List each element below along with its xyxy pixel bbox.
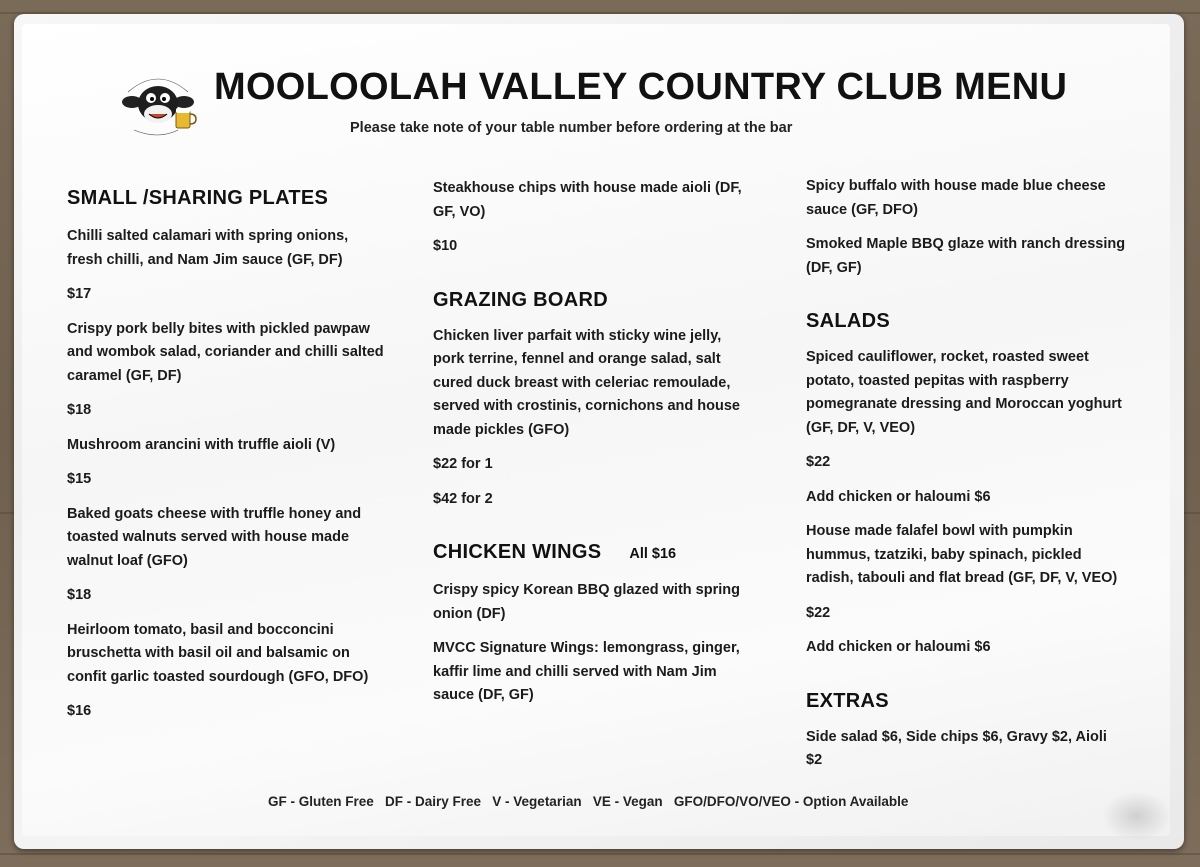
menu-item-calamari: Chilli salted calamari with spring onions, fresh chilli, and Nam Jim sauce (GF, DF) — [67, 228, 349, 268]
paper-smudge — [1102, 791, 1172, 841]
small-plates-column — [67, 185, 387, 724]
price-falafel-bowl: $22 — [806, 604, 831, 621]
menu-item-arancini: Mushroom arancini with truffle aioli (V) — [67, 436, 336, 453]
page-subtitle: Please take note of your table number before ordering at the bar — [350, 120, 793, 136]
chicken-wings-price: All $16 — [629, 546, 677, 562]
price-bruschetta: $16 — [67, 703, 92, 719]
price-pork-belly: $18 — [67, 402, 92, 418]
price-goats-cheese: $18 — [67, 587, 92, 603]
price-calamari: $17 — [67, 286, 92, 302]
section-heading-salads: SALADS — [806, 310, 891, 332]
menu-item-steakhouse-chips: Steakhouse chips with house made aioli (DF, GF, VO) — [433, 180, 742, 220]
section-heading-small-plates: SMALL /SHARING PLATES — [67, 187, 329, 209]
menu-item-grazing-board: Chicken liver parfait with sticky wine jelly, pork terrine, fennel and orange salad, salt cured duck breast with celeriac remoulade, served with crostinis, cornichons and house made pickles (GFO) — [433, 327, 740, 438]
section-heading-grazing-board: GRAZING BOARD — [433, 288, 609, 311]
chicken-wings-title: CHICKEN WINGS — [433, 541, 602, 563]
menu-item-korean-wings: Crispy spicy Korean BBQ glazed with spring onion (DF) — [433, 582, 740, 622]
price-cauliflower-salad: $22 — [806, 454, 831, 470]
section-heading-chicken-wings — [433, 539, 753, 567]
menu-item-falafel-bowl: House made falafel bowl with pumpkin hummus, tzatziki, baby spinach, pickled radish, tabouli and flat bread (GF, DF, V, VEO) — [806, 523, 1118, 586]
right-column — [806, 175, 1126, 773]
section-heading-extras: EXTRAS — [806, 689, 889, 712]
price-grazing-one: $22 for 1 — [433, 456, 493, 472]
middle-column — [433, 177, 753, 708]
menu-item-cauliflower-salad: Spiced cauliflower, rocket, roasted sweet potato, toasted pepitas with raspberry pomegranate dressing and Moroccan yoghurt (GF, DF, V, VEO) — [806, 349, 1122, 436]
menu-item-goats-cheese: Baked goats cheese with truffle honey and toasted walnuts served with house made walnut loaf (GFO) — [67, 505, 362, 569]
price-grazing-two: $42 for 2 — [433, 490, 493, 507]
menu-item-extras: Side salad $6, Side chips $6, Gravy $2, Aioli $2 — [806, 728, 1107, 768]
price-steakhouse-chips: $10 — [433, 238, 458, 254]
page-title: MOOLOOLAH VALLEY COUNTRY CLUB MENU — [214, 66, 1068, 108]
menu-item-pork-belly: Crispy pork belly bites with pickled pawpaw and wombok salad, coriander and chilli salted caramel (GF, DF) — [67, 320, 384, 384]
menu-item-signature-wings: MVCC Signature Wings: lemongrass, ginger, kaffir lime and chilli served with Nam Jim sauce (DF, GF) — [433, 640, 740, 703]
menu-item-buffalo-wings: Spicy buffalo with house made blue cheese sauce (GF, DFO) — [806, 178, 1106, 218]
menu-item-bruschetta: Heirloom tomato, basil and bocconcini bruschetta with basil oil and balsamic on confit garlic toasted sourdough (GFO, DFO) — [67, 621, 369, 685]
addon-cauliflower-salad: Add chicken or haloumi $6 — [806, 488, 991, 505]
addon-falafel-bowl: Add chicken or haloumi $6 — [806, 639, 991, 655]
menu-item-maple-wings: Smoked Maple BBQ glaze with ranch dressing (DF, GF) — [806, 236, 1126, 276]
price-arancini: $15 — [67, 471, 92, 487]
cow-logo — [118, 68, 198, 138]
dietary-legend: GF - Gluten Free DF - Dairy Free V - Vegetarian VE - Vegan GFO/DFO/VO/VEO - Option Available — [268, 794, 909, 809]
